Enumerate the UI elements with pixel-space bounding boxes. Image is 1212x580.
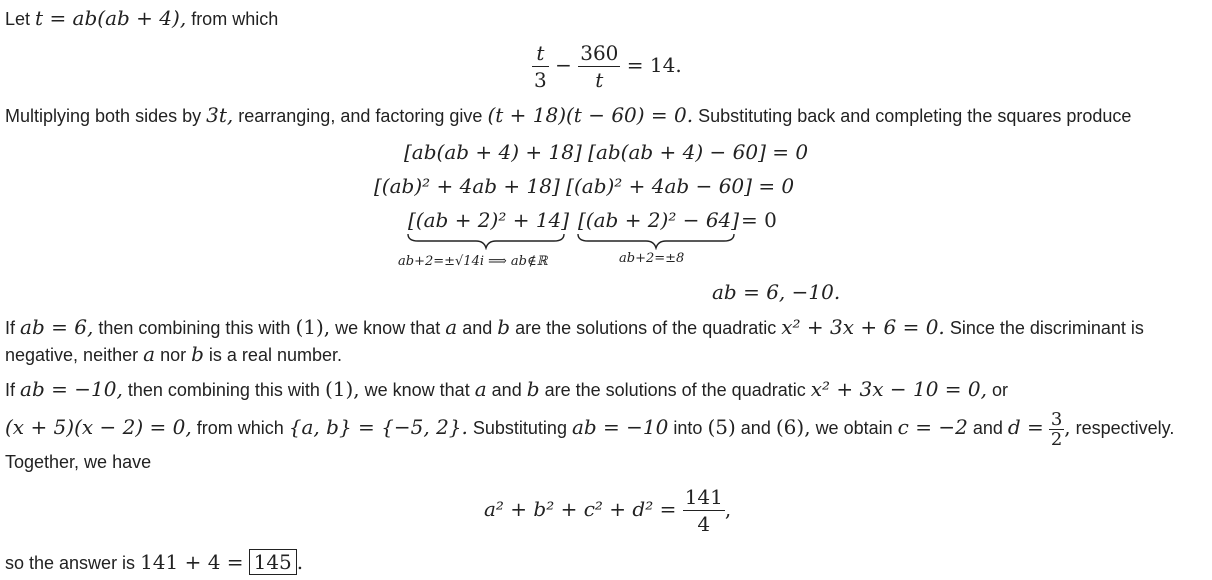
boxed-answer: 145 bbox=[249, 549, 297, 575]
math-expression: c = −2 bbox=[897, 415, 968, 439]
text: we know that bbox=[335, 318, 441, 338]
math-expression: {a, b} = {−5, 2}. bbox=[288, 415, 468, 439]
math-expression: b bbox=[497, 315, 511, 339]
equation-rhs: = 14. bbox=[626, 53, 682, 77]
math-expression: a bbox=[474, 377, 487, 401]
math-expression: (x + 5)(x − 2) = 0, bbox=[5, 415, 192, 439]
fraction-360-over-t bbox=[578, 40, 620, 93]
text: Since the discriminant is bbox=[949, 318, 1144, 338]
text: If bbox=[5, 380, 16, 400]
math-expression: (t + 18)(t − 60) = 0. bbox=[487, 103, 694, 127]
text: then combining this with bbox=[127, 380, 320, 400]
numerator: 141 bbox=[684, 485, 723, 509]
denominator: 3 bbox=[534, 68, 547, 92]
text: nor bbox=[160, 345, 187, 365]
text: Multiplying both sides by bbox=[5, 106, 202, 126]
equation-row-4: ab = 6, −10. bbox=[712, 280, 841, 304]
math-expression: d = bbox=[1007, 415, 1044, 439]
equation-row-3-right: [(ab + 2)² − 64] bbox=[578, 208, 740, 232]
text: is a real number. bbox=[208, 345, 342, 365]
math-expression: 3t, bbox=[206, 103, 234, 127]
text: and bbox=[462, 318, 493, 338]
minus-sign: − bbox=[555, 53, 572, 77]
text: and bbox=[491, 380, 522, 400]
final-answer-line bbox=[5, 551, 303, 574]
math-expression: t = ab(ab + 4), bbox=[35, 6, 187, 30]
case-ab-6-line-1 bbox=[5, 316, 1144, 339]
text: then combining this with bbox=[98, 318, 291, 338]
case-ab-neg10-line-2 bbox=[5, 402, 1174, 453]
text: respectively. bbox=[1075, 418, 1175, 438]
text: and bbox=[740, 418, 771, 438]
fraction-t-over-3 bbox=[532, 40, 549, 93]
math-expression: 141 + 4 = bbox=[140, 550, 244, 574]
equation-row-2: [(ab)² + 4ab + 18] [(ab)² + 4ab − 60] = 0 bbox=[374, 174, 795, 198]
period: . bbox=[296, 550, 304, 574]
math-expression: (1), bbox=[324, 377, 360, 401]
equation-row-1: [ab(ab + 4) + 18] [ab(ab + 4) − 60] = 0 bbox=[404, 140, 809, 164]
fraction-3-over-2 bbox=[1049, 410, 1064, 449]
numerator: 3 bbox=[1050, 408, 1063, 430]
text: or bbox=[992, 380, 1009, 400]
equation-t bbox=[532, 40, 682, 93]
text: so the answer is bbox=[5, 553, 136, 573]
text: Let bbox=[5, 9, 31, 29]
text: If bbox=[5, 318, 16, 338]
math-expression: b bbox=[191, 342, 204, 366]
comma: , bbox=[724, 497, 732, 521]
underbrace-left bbox=[406, 232, 566, 250]
text: we know that bbox=[364, 380, 470, 400]
math-expression: a bbox=[445, 315, 458, 339]
text: are the solutions of the quadratic bbox=[515, 318, 777, 338]
text: from which bbox=[191, 9, 279, 29]
math-expression: (1), bbox=[295, 315, 331, 339]
intro-line bbox=[5, 7, 278, 30]
equation-row-3-left: [(ab + 2)² + 14] bbox=[408, 208, 570, 232]
denominator: 4 bbox=[697, 512, 711, 536]
denominator: t bbox=[595, 68, 604, 92]
math-expression: a bbox=[143, 342, 156, 366]
factoring-line bbox=[5, 104, 1131, 127]
numerator: t bbox=[532, 40, 549, 67]
math-expression: x² + 3x − 10 = 0, bbox=[810, 377, 987, 401]
text: we obtain bbox=[815, 418, 893, 438]
text: Substituting back and completing the squares produce bbox=[698, 106, 1132, 126]
underbrace-right bbox=[576, 232, 736, 250]
text: and bbox=[972, 418, 1003, 438]
math-expression: ab = −10 bbox=[571, 415, 669, 439]
math-expression: (6), bbox=[775, 415, 811, 439]
equation-row-3-rhs: = 0 bbox=[741, 208, 777, 232]
together-line: Together, we have bbox=[5, 452, 152, 472]
math-expression: ab = 6, bbox=[20, 315, 94, 339]
math-expression: b bbox=[526, 377, 540, 401]
text: negative, neither bbox=[5, 345, 139, 365]
math-expression: x² + 3x + 6 = 0. bbox=[781, 315, 945, 339]
underbrace-label-left: ab+2=±√14i ⟹ ab∉ℝ bbox=[398, 254, 548, 269]
denominator: 2 bbox=[1050, 428, 1063, 450]
comma: , bbox=[1064, 415, 1071, 439]
text: from which bbox=[196, 418, 284, 438]
equation-lhs: a² + b² + c² + d² = bbox=[484, 497, 677, 521]
math-expression: (5) bbox=[707, 415, 736, 439]
fraction-141-over-4 bbox=[683, 484, 725, 537]
case-ab-neg10-line-1 bbox=[5, 378, 1008, 401]
text: into bbox=[673, 418, 703, 438]
underbrace-label-right: ab+2=±8 bbox=[619, 251, 685, 266]
text: Substituting bbox=[472, 418, 567, 438]
text: are the solutions of the quadratic bbox=[544, 380, 806, 400]
numerator: 360 bbox=[580, 41, 619, 65]
sum-of-squares-equation bbox=[484, 484, 731, 537]
case-ab-6-line-2 bbox=[5, 343, 342, 366]
text: rearranging, and factoring give bbox=[238, 106, 483, 126]
math-expression: ab = −10, bbox=[20, 377, 123, 401]
